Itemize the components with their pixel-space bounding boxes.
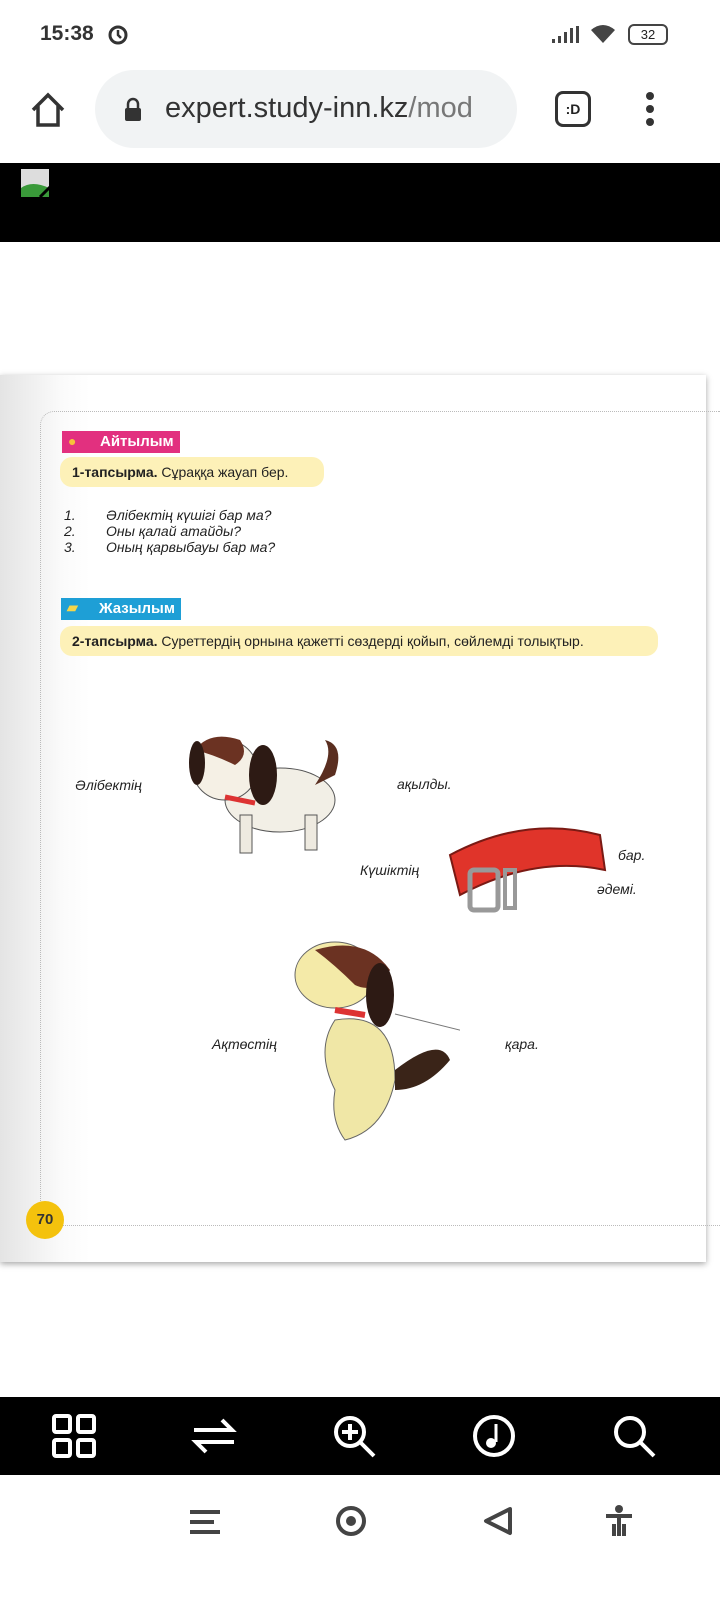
task-text: Суреттердің орнына қажетті сөздерді қойып, сөйлемді толықтыр. — [157, 633, 584, 649]
question-text: Оның қарвыбауы бар ма? — [106, 539, 276, 555]
address-bar[interactable] — [95, 70, 517, 148]
question-item — [64, 523, 275, 539]
signal-icon — [552, 26, 580, 44]
zoom-in-icon[interactable] — [330, 1412, 378, 1460]
section-tag-speaking — [62, 431, 180, 453]
question-text: Оны қалай атайды? — [106, 523, 242, 539]
puppy-illustration — [185, 725, 345, 860]
speaking-icon: ● — [68, 433, 77, 449]
menu-icon[interactable] — [640, 90, 660, 130]
swap-icon[interactable] — [190, 1412, 238, 1460]
question-number: 2. — [64, 523, 76, 539]
alarm-icon — [107, 24, 129, 46]
label-kushik: Күшіктің — [360, 862, 420, 878]
page-number: 70 — [26, 1201, 64, 1239]
label-ademi: әдемі. — [597, 881, 637, 897]
task-2 — [60, 626, 658, 656]
label-alibek: Әлібектің — [75, 777, 142, 793]
battery-indicator: 32 — [628, 24, 668, 45]
url-text — [165, 92, 473, 125]
system-nav-bar — [0, 1475, 720, 1600]
audio-icon[interactable] — [470, 1412, 518, 1460]
question-item — [64, 507, 275, 523]
book-page — [0, 375, 706, 1262]
label-bar: бар. — [618, 847, 646, 863]
task-1 — [60, 457, 324, 487]
grid-view-icon[interactable] — [50, 1412, 98, 1460]
question-text: Әлібектің күшігі бар ма? — [106, 507, 272, 523]
reader-toolbar — [0, 1397, 720, 1475]
url-path: /mod — [408, 92, 473, 124]
site-header — [0, 163, 720, 242]
dog-illustration — [275, 940, 460, 1155]
clock: 15:38 — [40, 22, 94, 45]
url-host: expert.study-inn.kz — [165, 92, 409, 124]
section-tag-writing — [61, 598, 181, 620]
back-icon[interactable] — [482, 1505, 514, 1537]
section-tag-label: Жазылым — [99, 600, 175, 617]
book-icon: ▰ — [67, 599, 78, 615]
label-kara: қара. — [505, 1036, 539, 1052]
question-number: 1. — [64, 507, 76, 523]
task-text: Сұраққа жауап бер. — [157, 464, 289, 480]
tab-switcher-button[interactable]: :D — [555, 91, 591, 127]
home-nav-icon[interactable] — [334, 1504, 368, 1538]
home-button[interactable] — [28, 90, 68, 130]
label-aktos: Ақтөстің — [212, 1036, 277, 1052]
accessibility-icon[interactable] — [604, 1504, 634, 1538]
status-bar — [0, 0, 720, 66]
question-list — [64, 507, 275, 555]
wifi-icon — [590, 24, 616, 44]
question-item — [64, 539, 275, 555]
recents-icon[interactable] — [188, 1507, 222, 1537]
section-tag-label: Айтылым — [100, 433, 174, 450]
task-number: 1-тапсырма. — [72, 464, 158, 480]
broken-image-icon — [20, 168, 52, 200]
lock-icon — [123, 97, 143, 123]
question-number: 3. — [64, 539, 76, 555]
search-icon[interactable] — [610, 1412, 658, 1460]
label-akyldy: ақылды. — [397, 776, 452, 792]
task-number: 2-тапсырма. — [72, 633, 158, 649]
collar-illustration — [445, 815, 610, 920]
